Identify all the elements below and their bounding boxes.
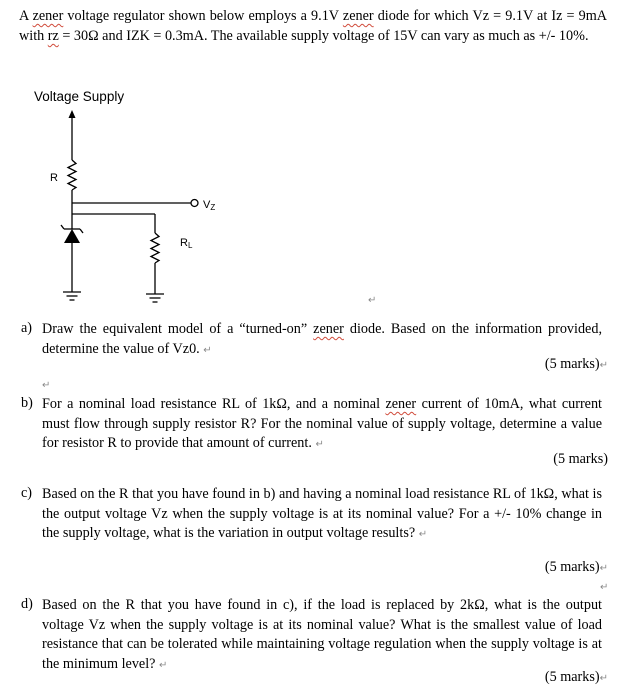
rl-label: RL: [180, 237, 193, 250]
zener-word: zener: [313, 321, 344, 337]
question-c-marks: (5 marks)↵: [544, 559, 608, 575]
question-a-letter: a): [21, 320, 33, 336]
circuit-title: Voltage Supply: [34, 89, 125, 104]
resistor-r: [68, 160, 76, 190]
question-a-text: Draw the equivalent model of a “turned-on” zener diode. Based on the information provided, determine the value of Vz0. ↵: [42, 321, 602, 357]
zener-word: zener: [32, 8, 64, 24]
zener-triangle: [64, 229, 80, 243]
rz-symbol: rz: [47, 28, 59, 44]
question-d-letter: d): [21, 596, 33, 612]
question-d-marks: (5 marks)↵: [544, 669, 608, 685]
question-b-text: For a nominal load resistance RL of 1kΩ, and a nominal zener current of 10mA, what current must flow through supply resistor R? For the nominal value of supply voltage, determine a value for resistor R to provide that amount of current. ↵: [42, 396, 602, 451]
paragraph-mark: ↵: [600, 582, 609, 593]
question-c-letter: c): [21, 485, 33, 501]
intro-paragraph: A zener voltage regulator shown below employs a 9.1V zener diode for which Vz = 9.1V at Iz = 9mA with rz = 30Ω and IZK = 0.3mA. The available supply voltage of 15V can vary as much as +/- 10%.: [19, 8, 607, 44]
r-label: R: [50, 172, 58, 184]
paragraph-mark: ↵: [368, 295, 377, 306]
question-b-marks: (5 marks): [553, 451, 608, 467]
vz-terminal: [191, 200, 198, 207]
paragraph-mark: ↵: [42, 380, 51, 391]
zener-word: zener: [342, 8, 374, 24]
question-d-text: Based on the R that you have found in c), if the load is replaced by 2kΩ, what is the output voltage Vz when the supply voltage is at its nominal value? What is the smallest value of load resistance that can be tolerated while maintaining voltage regulation when the supply voltage is at the minimum level? ↵: [42, 597, 602, 672]
question-c-text: Based on the R that you have found in b) and having a nominal load resistance RL of 1kΩ, what is the output voltage Vz when the supply voltage is at its nominal value? For a +/- 10% change in the supply voltage, what is the variation in output voltage results? ↵: [42, 486, 602, 541]
vz-label: VZ: [203, 199, 216, 212]
question-a-marks: (5 marks)↵: [544, 356, 608, 372]
resistor-rl: [151, 233, 159, 263]
question-b-letter: b): [21, 395, 33, 411]
supply-arrow: [69, 110, 76, 118]
zener-word: zener: [385, 396, 417, 412]
